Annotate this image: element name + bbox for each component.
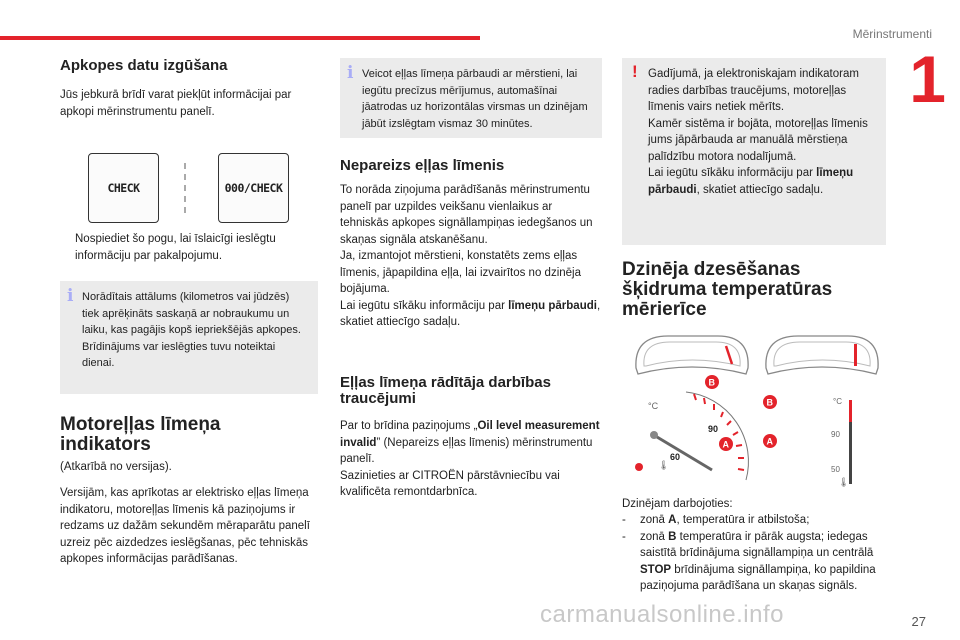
- wrong-oil-level-p3: Lai iegūtu sīkāku informāciju par līmeņu pārbaudi, skatiet attiecīgo sadaļu.: [340, 299, 601, 328]
- section-title-coolant-line2: šķidruma temperatūras: [622, 279, 833, 300]
- wrong-oil-level-p1: To norāda ziņojuma parādīšanās mērinstrumentu panelī par uzpildes veikšanu vienlaikus ar tehniskās apkopes signāllampiņas iedegšanos un skaņas signāla atskanēšanu.: [340, 184, 593, 246]
- indicator-fault-p1: Par to brīdina paziņojums „Oil level measurement invalid” (Nepareizs eļļas līmenis) mērinstrumentu panelī.: [340, 420, 600, 465]
- info-box-dipstick: [340, 58, 602, 138]
- section-title-maintenance: Apkopes datu izgūšana: [60, 57, 228, 74]
- gauge-right-90: 90: [831, 430, 840, 439]
- wrong-oil-level-text: [340, 182, 602, 331]
- page-number: 27: [911, 614, 926, 629]
- coolant-symbol-left-icon: 🌡: [658, 461, 670, 471]
- gauge-left-90: 90: [708, 424, 719, 434]
- coolant-symbol-right-icon: 🌡: [838, 478, 850, 488]
- right-dial: [831, 397, 852, 488]
- chapter-number: 1: [909, 42, 946, 116]
- section-title-oil-level-line1: Motoreļļas līmeņa: [60, 414, 221, 435]
- indicator-fault-text: [340, 418, 602, 501]
- section-title-indicator-fault-line2: traucējumi: [340, 390, 416, 407]
- list-item: - zonā A, temperatūra ir atbilstoša;: [622, 514, 810, 526]
- info-text-2: Brīdinājums var ieslēgties tuvu noteiktai dienai.: [82, 340, 276, 369]
- watermark: carmanualsonline.info: [540, 601, 784, 628]
- warning-icon: !: [632, 62, 638, 81]
- indicator-fault-p2: Sazinieties ar CITROËN pārstāvniecību vai kvalificēta remontdarbnīca.: [340, 469, 560, 498]
- wrong-oil-level-p2: Ja, izmantojot mērstieni, konstatēts zems eļļas līmenis, jāpapildina eļļa, lai izvairītos no dzinēja bojājuma.: [340, 250, 581, 295]
- warning-p3: Lai iegūtu sīkāku informāciju par līmeņu pārbaudi, skatiet attiecīgo sadaļu.: [648, 167, 854, 196]
- coolant-zone-list: [622, 512, 886, 595]
- gauge-left-60: 60: [670, 452, 681, 462]
- maintenance-text: Jūs jebkurā brīdī varat piekļūt informācijai par apkopi mērinstrumentu panelī.: [60, 89, 292, 118]
- info-text-1: Norādītais attālums (kilometros vai jūdzēs) tiek aprēķināts saskaņā ar nobraukumu un laiku, kas pagājis kopš iepriekšējās apkopes.: [82, 291, 301, 336]
- gauge-left-unit: °C: [648, 401, 659, 411]
- header-title: Mērinstrumenti: [852, 27, 932, 41]
- section-title-indicator-fault: [340, 375, 551, 407]
- gauge-right-unit: °C: [833, 397, 842, 406]
- bullet-item: [60, 231, 322, 264]
- warning-p2: Kamēr sistēma ir bojāta, motoreļļas līmenis jums jāpārbauda ar manuālā mērstieņa palīdzību motora nodalījumā.: [648, 117, 868, 163]
- label-a-left: A: [722, 439, 729, 450]
- header-red-bar: [0, 36, 480, 40]
- warning-box: [622, 58, 886, 245]
- info-box-distance: [60, 281, 318, 394]
- section-title-oil-level-line2: indikators: [60, 434, 151, 455]
- odometer-check-button-illustration: 000/CHECK: [218, 153, 289, 223]
- instrument-cluster-left-icon: [636, 336, 748, 374]
- warning-p1: Gadījumā, ja elektroniskajam indikatoram radies darbības traucējums, motoreļļas līmenis vairs netiek mērīts.: [648, 68, 859, 113]
- bullet-text: Nospiediet šo pogu, lai īslaicīgi ieslēgtu informāciju par pakalpojumu.: [75, 233, 276, 262]
- section-title-coolant-line3: mērierīce: [622, 299, 707, 320]
- section-title-indicator-fault-line1: Eļļas līmeņa rādītāja darbības: [340, 374, 551, 391]
- coolant-intro: Dzinējam darbojoties:: [622, 498, 733, 510]
- label-b-right: B: [766, 397, 773, 408]
- left-dial: [635, 392, 748, 480]
- label-a-right: A: [766, 436, 773, 447]
- list-item: - zonā B temperatūra ir pārāk augsta; iedegas saistītā brīdinājuma signāllampiņa un centrālā STOP brīdinājuma signāllampiņa, ko papildina paziņojuma parādīšana un skaņas signāls.: [622, 530, 876, 592]
- section-title-oil-level: [60, 415, 221, 455]
- oil-level-text: Versijām, kas aprīkotas ar elektrisko eļļas līmeņa indikatoru, motoreļļas līmenis kā paziņojums ir redzams uz dažām sekundēm mēraparātu panelī uzreiz pēc aizdedzes ieslēgšanas, pēc tehniskās apkopes informācijas parādīšanas.: [60, 487, 310, 565]
- label-b-left: B: [708, 377, 715, 388]
- info-icon: i: [67, 286, 74, 306]
- section-title-wrong-oil-level: Nepareizs eļļas līmenis: [340, 157, 505, 174]
- info-dipstick-text: Veicot eļļas līmeņa pārbaudi ar mērstieni, lai iegūtu precīzus mērījumus, automašīnai jāatrodas uz horizontālas virsmas un dzinējam jābūt izslēgtam vismaz 30 minūtes.: [362, 68, 588, 130]
- coolant-gauge-illustration: [628, 330, 886, 490]
- divider-dashed: [184, 163, 186, 213]
- info-icon: i: [347, 63, 354, 83]
- oil-level-note: (Atkarībā no versijas).: [60, 461, 172, 473]
- section-title-coolant-line1: Dzinēja dzesēšanas: [622, 259, 801, 280]
- gauge-right-50: 50: [831, 465, 840, 474]
- instrument-cluster-right-icon: [766, 336, 878, 374]
- check-button-illustration: CHECK: [88, 153, 159, 223]
- section-title-coolant: [622, 260, 832, 320]
